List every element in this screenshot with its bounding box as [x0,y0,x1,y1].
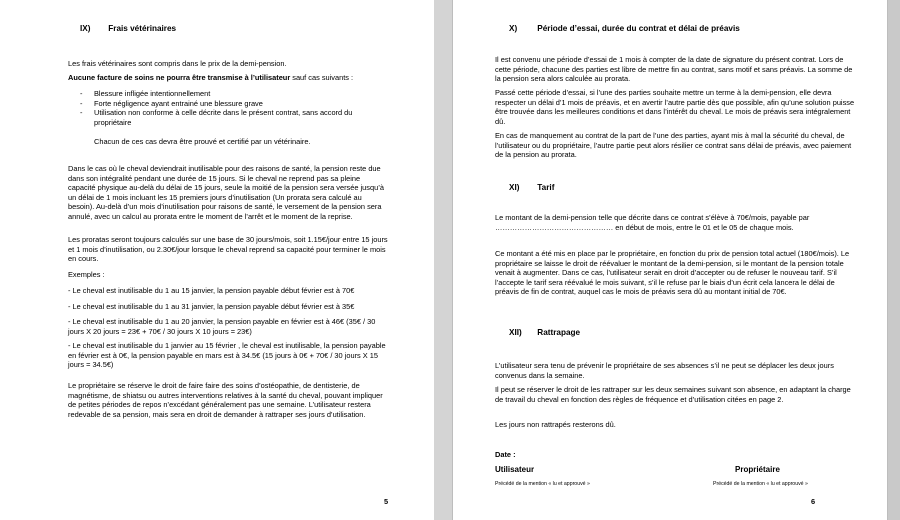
signature-label-user: Utilisateur [495,465,535,474]
example-line: - Le cheval est inutilisable du 1 au 31 janvier, la pension payable début février est à 35€ [68,302,355,311]
section-heading-xi [509,183,554,193]
paragraph: Les frais vétérinaires sont compris dans le prix de la demi-pension. [68,59,287,68]
paragraph: Passé cette période d’essai, si l’une des parties souhaite mettre un terme à la demi-pension, elle devra respecter un délai d’1 mois de préavis, et en avertir l’autre partie dès que possible, afin qu’une solution puisse être trouvée dans les meilleures conditions et dans l’intérêt du cheval. Le mois de préavis sera intégralement dû. [495,88,855,126]
list-item: - Blessure infligée intentionnellement [80,89,380,99]
section-number: IX) [80,24,91,33]
paragraph: Chacun de ces cas devra être prouvé et certifié par un vétérinaire. [94,137,311,146]
section-title: Période d’essai, durée du contrat et délai de préavis [537,24,740,33]
section-heading-xii [509,328,580,338]
paragraph [68,73,388,83]
page-5 [0,0,434,520]
paragraph: Exemples : [68,270,105,279]
paragraph: L’utilisateur sera tenu de prévenir le propriétaire de ses absences s’il ne peut se déplacer les deux jours convenus dans la semaine. [495,361,834,380]
section-title: Tarif [537,183,555,192]
paragraph: Les jours non rattrapés resterons dû. [495,420,616,429]
signature-label-owner: Propriétaire [735,465,780,474]
section-number: XI) [509,183,520,192]
section-heading-x [509,24,740,34]
example-line: - Le cheval est inutilisable du 1 au 15 janvier, la pension payable début février est à 70€ [68,286,355,295]
example-line: - Le cheval est inutilisable du 1 janvier au 15 février , le cheval est inutilisable, la pension payable en février est à 0€, la pension payable en mars est à 34.5€ (15 jours à 0€ + 70€ / 30 jours X 15 jours = 34.5€) [68,341,386,369]
page-gap [434,0,453,520]
paragraph: En cas de manquement au contrat de la part de l’une des parties, ayant mis à mal la sécurité du cheval, de l’utilisateur ou du propriétaire, l’autre partie peut alors résilier ce contrat sans délai de préavis, avec paiement de la pension au prorata. [495,131,852,159]
paragraph: Dans le cas où le cheval deviendrait inutilisable pour des raisons de santé, la pension reste due dans son intégralité pendant une durée de 15 jours. Si le cheval ne reprend pas sa pleine capacité physique au-delà du délai de 15 jours, seule la moitié de la pension sera versée jusqu’à un délai de 1 mois incluant les 15 premiers jours d’inutilisation (Un prorata sera calculé au besoin). Au-delà d’un mois d’inutilisation pour raisons de santé, le versement de la pension sera annulé, avec un calcul au prorata entre le moment de l’arrêt et le moment de la reprise. [68,164,384,221]
example-line: - Le cheval est inutilisable du 1 au 20 janvier, la pension payable en février est à 46€ (35€ / 30 jours X 20 jours = 23€ + 70€ / 30 jours X 10 jours = 23€) [68,317,376,336]
paragraph: Ce montant a été mis en place par le propriétaire, en fonction du prix de pension total actuel (180€/mois). Le propriétaire se laisse le droit de réévaluer le montant de la demi-pension, si le montant de la pension totale venait à augmenter. Dans ce cas, l’utilisateur serait en droit d’accepter ou de refuser le nouveau tarif. S’il l’accepte le tarif sera réévalué le mois suivant, s’il le refuse par le biais d’un écrit cela lancera le délai de préavis de fin de contrat, auquel cas le mois de préavis sera dû au montant initial de 70€. [495,249,850,296]
page-number: 6 [811,497,816,506]
section-heading-ix [80,24,176,34]
bold-text: Aucune facture de soins ne pourra être transmise à l’utilisateur [68,73,291,82]
signature-mention-user: Précédé de la mention « lu et approuvé » [495,481,590,487]
section-title: Rattrapage [537,328,581,337]
paragraph: Le propriétaire se réserve le droit de faire faire des soins d’ostéopathie, de dentisterie, de magnétisme, de shiatsu ou autres interventions relatives à la santé du cheval, pouvant impliquer de petites périodes de repos n’excédant généralement pas une semaine. L’utilisateur restera redevable de sa pension, mais sera en droit de demander à rattraper ses jours d’utilisation. [68,381,383,419]
paragraph: Il est convenu une période d’essai de 1 mois à compter de la date de signature du présent contrat. Lors de cette période, chacune des parties est libre de mettre fin au contrat, sans motif et sans préavis. La somme de la pension sera alors calculée au prorata. [495,55,853,83]
paragraph: Le montant de la demi-pension telle que décrite dans ce contrat s’élève à 70€/mois, payable par ………………………………………… en début de mois, entre le 01 et le 05 de chaque mois. [495,213,810,232]
section-title: Frais vétérinaires [108,24,177,33]
page-number: 5 [384,497,389,506]
paragraph: Il peut se réserver le droit de les rattraper sur les deux semaines suivant son absence, en adaptant la charge de travail du cheval en fonction des règles de fréquence et d’utilisation citées en page 2. [495,385,851,404]
list-item: - Forte négligence ayant entrainé une blessure grave [80,99,380,109]
list-item: - Utilisation non conforme à celle décrite dans le présent contrat, sans accord du propriétaire [80,108,380,127]
section-number: XII) [509,328,522,337]
paragraph: Les proratas seront toujours calculés sur une base de 30 jours/mois, soit 1.15€/jour entre 15 jours et 1 mois d’inutilisation, ou 2.30€/jour lorsque le cheval reprend sa capacité pour terminer le mois en cours. [68,235,388,263]
section-number: X) [509,24,518,33]
text: sauf cas suivants : [290,73,354,82]
page-6 [453,0,887,520]
date-label: Date : [495,450,516,459]
signature-mention-owner: Précédé de la mention « lu et approuvé » [713,481,808,487]
bullet-list [80,89,380,127]
